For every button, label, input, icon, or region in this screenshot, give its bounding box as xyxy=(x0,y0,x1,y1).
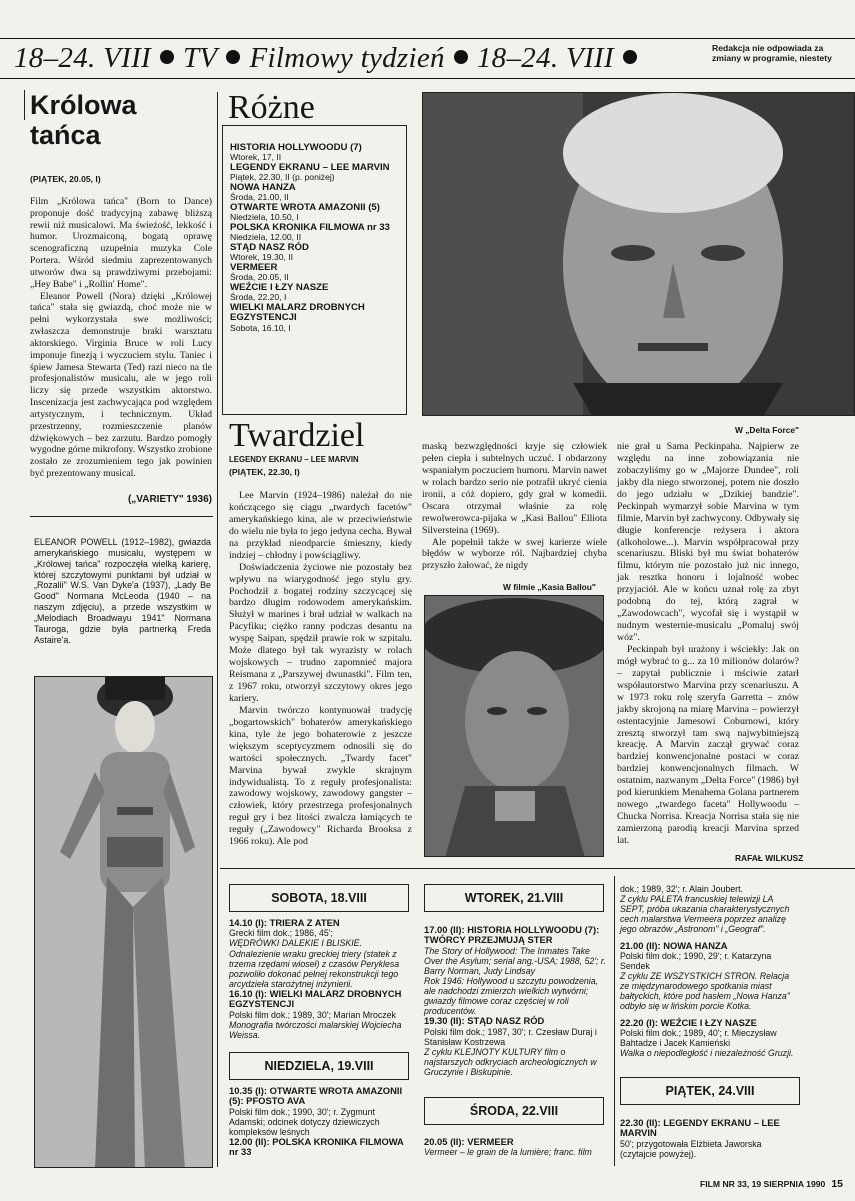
programme-meta: Polski film dok.; 1990, 29'; r. Katarzyna Sendek xyxy=(620,950,772,971)
schedule-sroda xyxy=(424,1137,607,1157)
krolowa-bio: ELEANOR POWELL (1912–1982), gwiazda amerykańskiego musicalu, występem w „Królowej tańca" rozpoczęła wielką karierę, której szczytowymi punktami był udział w „Rozalii" W.S. Van Dyke'a (1937), „Lady Be Good" Normana McLeoda (1940 – na naszym zdjęciu), a przede wszystkim w „Melodiach Broadwayu 1941" Normana Tauroga, gdzie była partnerką Freda Astaire'a. xyxy=(34,537,211,645)
programme-description: Walka o niepodległość i niezależność Gruzji. xyxy=(620,1048,794,1059)
masthead-bottom-rule xyxy=(0,78,855,79)
list-item: STĄD NASZ RÓD Wtorek, 19.30, II xyxy=(230,241,309,263)
lee-marvin-delta-force-photo xyxy=(422,92,855,416)
column-rule xyxy=(614,876,615,1166)
paragraph: Ale popełnił także w swej karierze wiele błędów w wyborze ról. Najbardziej chyba przyszło żałować, że nigdy xyxy=(422,536,607,572)
programme-title: 22.20 (I): WEŹCIE I ŁZY NASZE xyxy=(620,1016,757,1028)
list-item: POLSKA KRONIKA FILMOWA nr 33 Niedziela, 12.00, II xyxy=(230,221,390,243)
bullet-icon xyxy=(623,50,637,64)
bullet-icon xyxy=(454,50,468,64)
rozne-list xyxy=(230,143,406,333)
paragraph: nie grał u Sama Peckinpaha. Najpierw ze względu na inne zobowiązania nie zobaczyliśmy go w „Majorze Dundee", roli jakby dla niego stworzonej, potem nie doszło do jego udziału w „Dzikiej bandzie". Peckinpah wymarzył sobie Marvina w tym filmie, Marvin był zachwycony. Odbywały się długie konferencje reżysera i aktora (alkoholowe...). Marvin współpracował przy scenariuszu. Bliski był mu świat bohaterów filmu, którym nie pozostało już nic innego, jak resztka honoru i lojalność wobec przyjaciół. Ale w końcu uznał rolę za zbyt podobną do tej, którą zagrał w „Zawodowcach", wycofał się i wystąpił w nudnym westernie-musicalu „Pomaluj swój wóz". xyxy=(617,441,799,643)
day-header-sroda: ŚRODA, 22.VIII xyxy=(424,1097,604,1125)
programme-title: 19.30 (II): STĄD NASZ RÓD xyxy=(424,1015,545,1027)
day-header-niedziela: NIEDZIELA, 19.VIII xyxy=(229,1052,409,1080)
programme-title: 14.10 (I): TRIERA Z ATEN xyxy=(229,917,340,928)
caption-delta-force: W „Delta Force" xyxy=(735,425,800,435)
programme-meta: Polski film dok.; 1990, 30'; r. Zygmunt Adamski; odcinek dotyczy dziewiczych kompleksów leśnych xyxy=(229,1106,380,1137)
masthead-date-left: 18–24. VIII xyxy=(14,42,151,74)
masthead-top-rule xyxy=(0,38,855,39)
programme-description: Z cyklu PALETA francuskiej telewizji LA SEPT, próba ukazania charakterystycznych cech malarstwa Vermeera poprzez analizę jego obrazów „Astronom" i „Geograf". xyxy=(620,894,790,935)
programme-meta: dok.; 1989, 32'; r. Alain Joubert. xyxy=(620,884,743,894)
list-item: WIELKI MALARZ DROBNYCH EGZYSTENCJI Sobota, 16.10, I xyxy=(230,301,365,333)
programme-title: 12.00 (II): POLSKA KRONIKA FILMOWA nr 33 xyxy=(229,1136,404,1158)
list-item: LEGENDY EKRANU – LEE MARVIN Piątek, 22.30, II (p. poniżej) xyxy=(230,161,390,183)
page-footer xyxy=(700,1178,843,1191)
bullet-icon xyxy=(160,50,174,64)
masthead-tv: TV xyxy=(183,42,218,74)
column-rule xyxy=(217,92,218,1167)
programme-meta: Grecki film dok.; 1986, 45'; xyxy=(229,928,333,939)
article-author: RAFAŁ WILKUSZ xyxy=(735,853,804,863)
paragraph: Peckinpah był urażony i wściekły: Jak on mógł wybrać to g... za 10 milionów dolarów? – zapytał publicznie i mściwie zatarł współautorstwo Marvina przy scenariuszu. A w 1973 roku rolę szeryfa Garretta – znów jakby skrojoną na miarę Marvina – powierzył ostentacyjnie Jamesowi Coburnowi, który zresztą stworzył tam swą najwybitniejszą kreację. A Marvin zaczął grywać coraz bardziej konwencjonalne postaci w coraz bardziej konwencjonalnych filmach. W ostatnim, nazwanym „Delta Force" (1986) był pod kierunkiem Menahema Golana partnerem nowego „twardego faceta" Hollywoodu – Chucka Norrisa. Kreacja Norrisa stała się nie zamierzoną parodią kreacji Marvina sprzed lat. xyxy=(617,643,799,846)
disclaimer: Redakcja nie odpowiada za zmiany w programie, niestety xyxy=(712,43,832,63)
masthead-section: Filmowy tydzień xyxy=(249,42,445,74)
day-header-sobota: SOBOTA, 18.VIII xyxy=(229,884,409,912)
divider xyxy=(30,516,213,517)
krolowa-source: („VARIETY" 1936) xyxy=(127,494,212,505)
list-item: HISTORIA HOLLYWOODU (7) Wtorek, 17, II xyxy=(230,142,362,163)
paragraph: Eleanor Powell (Nora) dzięki „Królowej tańca" stała się gwiazdą, choć może nie w pełni wykorzystała swe możliwości; zwłaszcza demonstruje braki warsztatu aktorskiego. Virginia Bruce w roli Lucy imponuje finezją i wyczuciem stylu. Taniec i śpiew Jamesa Stewarta (Ted) razi nieco na tle profesjonalistów musicalu, ale w jego roli liczy się przede wszystkim aktorstwo. Inscenizacja jest zachwycająca pod względem artystycznym, i technicznym. Układ przestrzenny, rozmieszczenie planów dźwiękowych – bez zarzutu. Bardzo pomogły wygodne górne mikrofony. Wszystko zrobione zostało ze zrozumieniem tego jak powinien być prezentowany musical. xyxy=(30,290,212,480)
divider xyxy=(220,868,855,869)
schedule-wtorek xyxy=(424,925,607,1077)
schedule-niedziela xyxy=(229,1086,412,1158)
bullet-icon xyxy=(226,50,240,64)
krolowa-body xyxy=(30,196,212,480)
schedule-sroda-continued xyxy=(620,884,800,1058)
twardziel-col2 xyxy=(422,441,607,572)
day-header-wtorek: WTOREK, 21.VIII xyxy=(424,884,604,912)
paragraph: Film „Królowa tańca" (Born to Dance) proponuje dość tradycyjną zabawę bliższą rewii niż musicalowi. Ma świeżość, lekkość i humor. Urozmaiconą, bogatą oprawę scenograficzną uzupełnia muzyka Cole Portera. Wśród siedmiu zaprezentowanych utworów dwa są prawdziwymi przebojami: „Hey Babe" i „Rollin' Home". xyxy=(30,196,212,290)
twardziel-col1 xyxy=(229,490,412,848)
lee-marvin-kasia-ballou-photo xyxy=(424,595,604,857)
twardziel-col3 xyxy=(617,441,799,847)
programme-description: WĘDRÓWKI DALEKIE I BLISKIE. Odnalezienie wraku greckiej triery (statek z trzema rzędami wioseł) z czasów Peryklesa pozwoliło dokonać pełnej rekonstrukcji tego arcydzieła starożytnej inżynierii. xyxy=(229,938,400,989)
column-rule xyxy=(24,90,25,120)
programme-title: 20.05 (II): VERMEER xyxy=(424,1136,514,1147)
programme-meta: Polski film dok.; 1989, 40'; r. Mieczysław Bahtadze i Jacek Kamieński xyxy=(620,1027,777,1048)
day-header-piatek: PIĄTEK, 24.VIII xyxy=(620,1077,800,1105)
programme-meta: 50'; przygotowała Elżbieta Jaworska (czytajcie powyżej). xyxy=(620,1138,762,1159)
programme-meta: Polski film dok.; 1989, 30'; Marian Mroczek xyxy=(229,1009,396,1020)
paragraph: Marvin twórczo kontynuował tradycję „bogartowskich" bohaterów amerykańskiego kina, tyle że jego bohaterowie z jeszcze większym sceptycyzmem odnosili się do wartości społecznych. „Twardy facet" Marvina bywał zwykle skrajnym indywidualistą. To z reguły profesjonalista: zawodowy wojskowy, zawodowy gangster – człowiek, który przestrzega profesjonalnych reguł gry i bez litości zwalcza łamiących te reguły („Zawodowcy" Richarda Brooksa z 1966 roku). Ale pod xyxy=(229,704,412,848)
caption-kasia-ballou: W filmie „Kasia Ballou" xyxy=(503,582,596,592)
eleanor-powell-photo xyxy=(34,676,213,1168)
schedule-sobota xyxy=(229,918,412,1040)
programme-title: 16.10 (I): WIELKI MALARZ DROBNYCH EGZYSTENCJI xyxy=(229,988,402,1010)
programme-meta: Vermeer – le grain de la lumière; franc. film xyxy=(424,1147,592,1158)
list-item: WEŹCIE I ŁZY NASZE Środa, 22.20, I xyxy=(230,281,329,303)
masthead xyxy=(14,40,714,76)
list-item: NOWA HANZA Środa, 21.00, II xyxy=(230,181,296,203)
section-title-rozne: Różne xyxy=(228,89,315,126)
dancer-figure-image xyxy=(35,677,213,1168)
twardziel-subtitle: LEGENDY EKRANU – LEE MARVIN xyxy=(229,455,359,464)
cowboy-portrait-image xyxy=(425,596,604,857)
article-title-krolowa: Królowa tańca xyxy=(30,90,137,151)
list-item: VERMEER Środa, 20.05, II xyxy=(230,261,289,283)
list-item: OTWARTE WROTA AMAZONII (5) Niedziela, 10.50, I xyxy=(230,201,380,223)
programme-meta: The Story of Hollywood: The Inmates Take Over the Asylum; serial ang.-USA; 1988, 52'; r. Barry Norman, Judy Lindsay xyxy=(424,945,606,976)
programme-description: Rok 1946: Hollywood u szczytu powodzenia, ale nadchodzi zmierzch wielkich wytwórni; gwiazdy filmowe coraz częściej w roli producentów. xyxy=(424,976,599,1017)
programme-description: Z cyklu ZE WSZYSTKICH STRON. Relacja ze międzynarodowego spotkania miast bałtyckich, które pod hasłem „Nowa Hanza" odbyło się w lińskim porcie Kotka. xyxy=(620,971,790,1012)
programme-title: 10.35 (I): OTWARTE WROTA AMAZONII (5): PFOSTO AVA xyxy=(229,1085,403,1107)
paragraph: maską bezwzględności kryje się człowiek pełen ciepła i subtelnych uczuć. I obdarzony wspaniałym poczuciem humoru. Marvin nawet w rolach bardzo serio nie potrafił ukryć cienia ironii, a cóż dopiero, gdy grał w komedii. Oscara otrzymał właśnie za rolę rewolwerowca-pijaka w „Kasi Ballou" Elliota Silversteina (1969). xyxy=(422,441,607,536)
programme-title: 21.00 (II): NOWA HANZA xyxy=(620,939,728,951)
page-number: 15 xyxy=(831,1178,843,1191)
paragraph: Doświadczenia życiowe nie pozostały bez wpływu na wiarygodność jego stylu gry. Pochodził z bogatej rodziny szczycącej się bardzo długim rodowodem amerykańskim. Służył w marines i brał udział w walkach na Pacyfiku; ciężko ranny podczas desantu na wyspę Saipan, spędził prawie rok w szpitalu. Może dlatego był tak wyrazisty w rolach wojskowych – trudno zapomnieć majora Reismana z „Parszywej dwunastki". Film ten, z 1967 roku, otworzył szczytowy okres jego kariery. xyxy=(229,561,412,704)
programme-meta: Polski film dok.; 1987, 30'; r. Czesław Duraj i Stanisław Kostrzewa xyxy=(424,1026,597,1047)
programme-title: 17.00 (II): HISTORIA HOLLYWOODU (7): TWÓRCY PRZEJMUJĄ STER xyxy=(424,924,600,946)
paragraph: Lee Marvin (1924–1986) należał do nie kończącego się ciągu „twardych facetów" amerykańskiego kina, ale w przeciwieństwie do wielu nie była to jego jedyna cecha. Bywał na przykład nieodparcie śmieszny, kiedy indziej – chłodny i powściągliwy. xyxy=(229,490,412,561)
article-title-twardziel: Twardziel xyxy=(229,417,365,454)
issue-info: FILM NR 33, 19 SIERPNIA 1990 xyxy=(700,1179,826,1190)
programme-description: Monografia twórczości malarskiej Wojciecha Weissa. xyxy=(229,1019,402,1040)
krolowa-when: (PIĄTEK, 20.05, I) xyxy=(30,174,101,184)
programme-title: 22.30 (II): LEGENDY EKRANU – LEE MARVIN xyxy=(620,1117,780,1139)
portrait-image xyxy=(423,93,855,416)
programme-description: Z cyklu KLEJNOTY KULTURY film o najstarszych odkryciach archeologicznych w Gruczynie i Biskupinie. xyxy=(424,1047,597,1078)
twardziel-when: (PIĄTEK, 22.30, I) xyxy=(229,467,300,477)
schedule-piatek xyxy=(620,1118,800,1159)
masthead-date-right: 18–24. VIII xyxy=(476,42,614,74)
